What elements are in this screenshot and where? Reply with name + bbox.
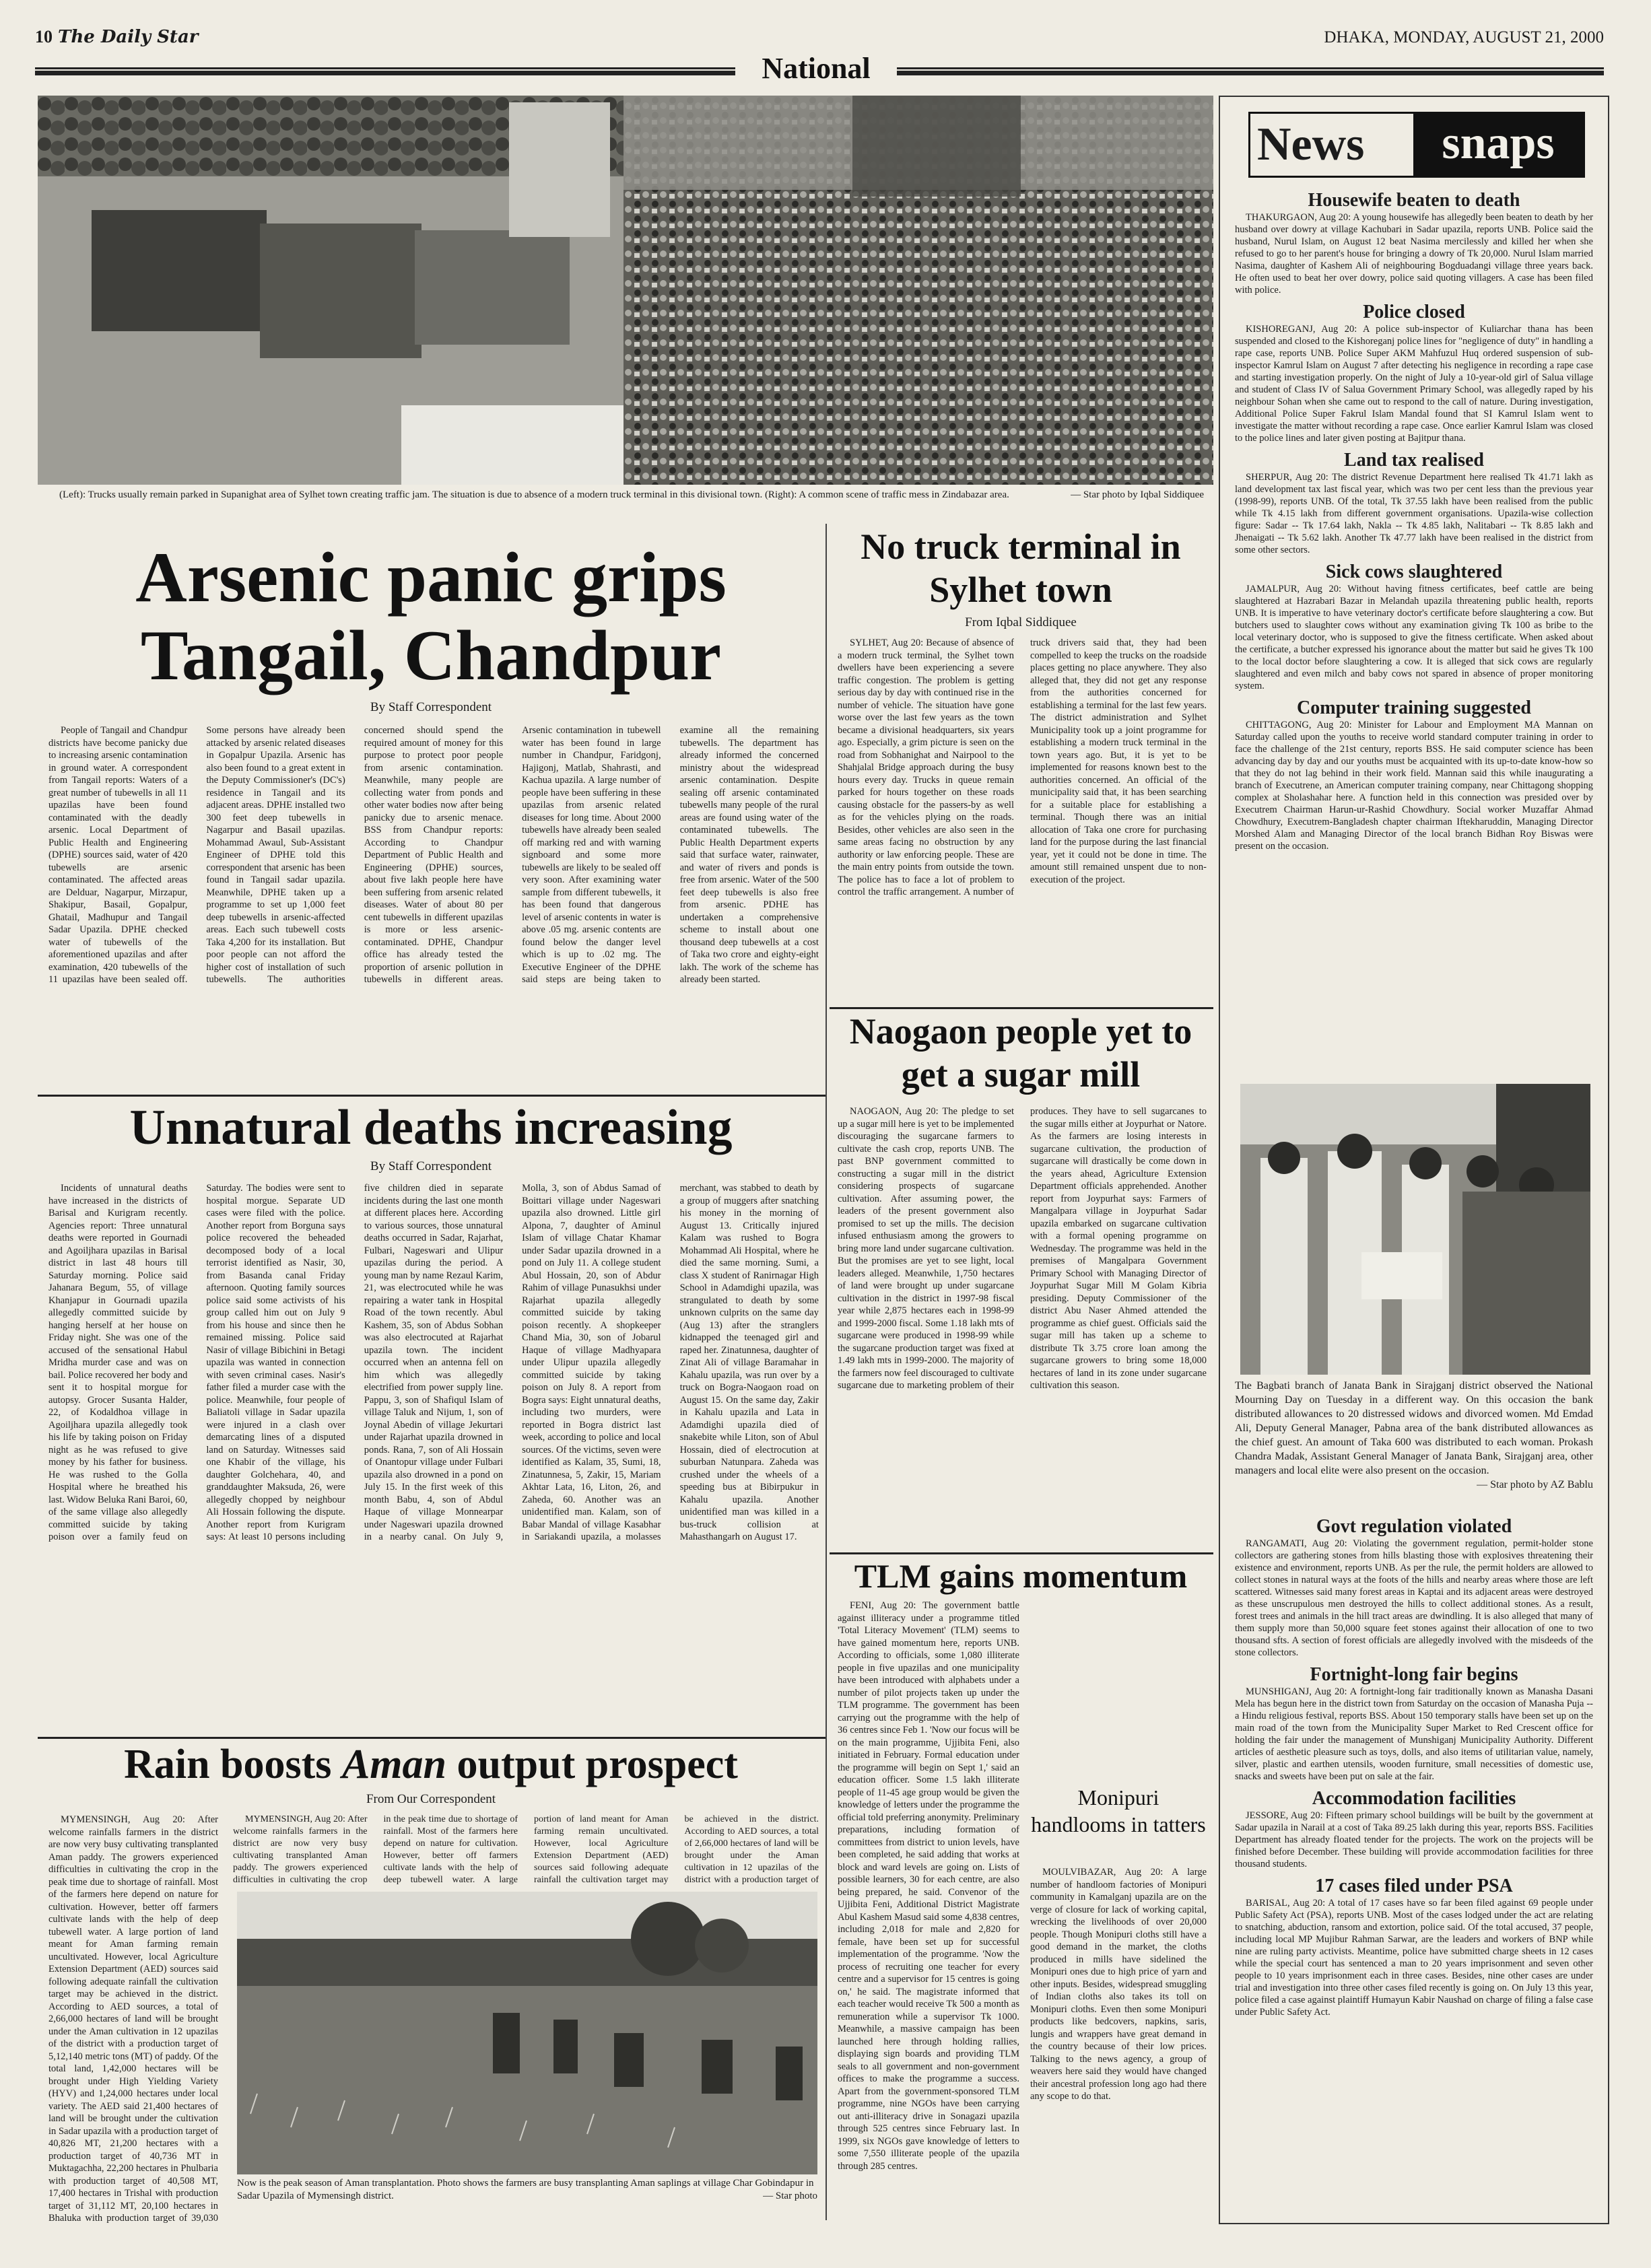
snap-body: RANGAMATI, Aug 20: Violating the government regulation, permit-holder stone collectors are gathering stones from hills blasting those with explosives threatening their existence and environment, reports UNB. As per the rule, the permit holders are allowed to collect stones in natural ways at the foots of the hills and nearby areas where those are left scattered. Witnesses said many forest areas in Kaptai and its adjacent areas were destroyed as these unscrupulous men destroyed the hills to collect additional stones. As a result, forest trees and animals in the hill tract areas are dwindling. It is also alleged that many of them supply more than 50,000 square feet stones against their allocation of one to two thousand sfts. A section of forest officials are allegedly involved with the misdeeds of the stone collectors. [1235, 1538, 1593, 1658]
aman-body-text: MYMENSINGH, Aug 20: After welcome rainfalls farmers in the district are now very busy cultivating transplanted Aman paddy. The growers experienced difficulties in cultivating the crop in the peak time due to shortage of rainfall. Most of the farmers here depend on nature for cultivation. However, better off farmers cultivate lands with the help of deep tubewell water. A large portion of land meant for Aman farming remain uncultivated. However, local Agriculture Extension Department (AED) sources said following adequate rainfall the cultivation target may be achieved in the district. According to AED sources, a total of 2,66,000 hectares of land will be brought under the Aman cultivation in 12 upazilas of the district with a production target of 5,12,140 metric tons (MT) of paddy. Of the total land, 1,42,000 hectares will be brought under High Yielding Variety (HYV) and 1,24,000 hectares under local variety. The AED said 21,400 hectares of land will be brought under the cultivation in Sadar upazila with a production target of 40,826 MT, 21,200 hectares with a production target of 40,736 MT in Muktagachha, 22,200 hectares in Phulbaria with production target of 40,508 MT, 17,400 hectares in Trishal with production target of 31,112 MT, 20,100 hectares in Bhaluka with production target of 39,030 [48, 1814, 218, 2223]
snap-item [1235, 190, 1593, 296]
aman-headline-em: Aman [341, 1742, 446, 1787]
paddy-field-image [237, 1892, 817, 2174]
monipuri-body-text: MOULVIBAZAR, Aug 20: A large number of handloom factories of Monipuri community in Kamalganj upazila are on the verge of closure for lack of working capital, wrecking the livelihoods of over 20,000 people. Though Monipuri cloths still have a good demand in the market, the cloths produced in mills have sidelined the Monipuri ones due to high price of yarn and other inputs. Besides, widespread smuggling of Indian cloths also takes its toll on Monipuri cloths. Even then some Monipuri products like bedcovers, napkins, saris, lungis and wrappers have great demand in the country because of their low prices. Talking to the news agency, a group of weavers here said they would have changed their ancestral profession long ago had there any scope to do that. [1030, 1867, 1207, 2102]
snap-item [1235, 450, 1593, 556]
monipuri-body [1030, 1866, 1207, 2220]
dateline: DHAKA, MONDAY, AUGUST 21, 2000 [1324, 28, 1604, 46]
snap-body: THAKURGAON, Aug 20: A young housewife has allegedly been beaten to death by her husband over dowry at village Kachubari in Sadar upazila, reports UNB. Police said the husband, Nurul Islam, on August 12 beat Nasima mercilessly and killed her when she refused to go to her parent's house for bringing a dowry of Tk 20,000. Nurul Islam married Nasima, daughter of Kashem Ali of neighbouring Bogduadangi village three years back. He often used to beat her over dowry, police said quoting villagers. A case has been filed with police. [1235, 212, 1593, 296]
snap-body: SHERPUR, Aug 20: The district Revenue Department here realised Tk 41.71 lakh as land development tax last fiscal year, which was two per cent less than the previous year (1998-99), reports UNB. Of the total, Tk 37.55 lakh have been realised from the public while Tk 4.15 lakh from different government organisations. Upazila-wise collection figure: Sadar -- Tk 17.64 lakh, Nakla -- Tk 4.85 lakh, Nalitabari -- Tk 8.85 lakh and Jhenaigati -- Tk 5.62 lakh. Another Tk 47.77 lakh have been realised in the district from some other sectors. [1235, 472, 1593, 555]
naogaon-rule [830, 1552, 1213, 1554]
traffic-photo-image [38, 96, 1213, 485]
bank-photo [1240, 1084, 1590, 1375]
aman-body-top-text: MYMENSINGH, Aug 20: After welcome rainfalls farmers in the district are now very busy cultivating transplanted Aman paddy. The growers experienced difficulties in cultivating the crop in the peak time due to shortage of rainfall. Most of the farmers here depend on nature for cultivation. However, better off farmers cultivate lands with the help of deep tubewell water. A large portion of land meant for Aman farming remain uncultivated. However, local Agriculture Extension Department (AED) sources said following adequate rainfall the cultivation target may be achieved in the district. According to AED sources, a total of 2,66,000 hectares of land will be brought under the Aman cultivation in 12 upazilas of the district with a production target of [233, 1814, 819, 1885]
top-photo [38, 96, 1213, 485]
snap-title: 17 cases filed under PSA [1315, 1876, 1513, 1896]
tlm-body-text: FENI, Aug 20: The government battle against illiteracy under a programme titled 'Total Literacy Movement' (TLM) seems to have gained momentum here, reports UNB. According to officials, some 1,080 illiterate people in five upazilas and one municipality have been introduced with alphabets under a number of pilot projects taken up under the TLM programme. The government has been carrying out the programme with the help of 36 centres since Feb 1. 'Now our focus will be on the main programme, Ujjibita Feni, also initiated in February. Formal education under the programme will begin on Sept 1,' said an education officer. Some 1.5 lakh illiterate people of 11-45 age group would be given the knowledge of letters under the programme the official told preferring anonymity. Preliminary preparations, including formation of committees from district to union levels, have been completed, he said adding that works at block and ward levels are going on. Lists of possible learners, 30 for each centre, are also being prepared, he said. Convenor of the Ujjibita Feni, Additional District Magistrate Abul Kashem Masud said some 4,838 centres, including 2,018 for male and 2,820 for female, have been set up for successful implementation of the programme. 'Now the process of recruiting one teacher for every centre and a supervisor for 15 centres is going on,' he said. The magistrate informed that each teacher would receive Tk 500 a month as remuneration while a supervisor Tk 1000. Meanwhile, a massive campaign has been launched here through holding rallies, displaying sign boards and providing TLM seals to all government and non-government offices to make the programme a success. Apart from the government-sponsored TLM programme, nine NGOs have been carrying out anti-illiteracy drive in Sonagazi upazila through 525 centres since February last. In 1999, six NGOs gave knowledge of letters to some 7,550 illiterate people of the upazila through 285 centres. [838, 1600, 1019, 2172]
snap-title: Police closed [1363, 302, 1465, 322]
snap-item [1235, 302, 1593, 444]
snap-body: JAMALPUR, Aug 20: Without having fitness certificates, beef cattle are being slaughtered at Hazrabari Bazar in Melandah upazila threatening public health, reports UNB. It is imperative to have veterinary doctor's certificate before slaughtering a cow. But butchers used to slaughter cows without any examination giving Tk 100 as bribe to the local veterinary doctor, who is supposed to give the fitness certificate. When asked about the certificate, a butcher expressed his ignorance about the matter but said he gives Tk 100 to the local doctor before slaughtering a cow. It is alleged that sick cows are regularly slaughtered and even milch and baby cows not spared in absence of proper monitoring system. [1235, 584, 1593, 691]
tlm-headline: TLM gains momentum [854, 1557, 1188, 1595]
top-photo-caption-text: (Left): Trucks usually remain parked in Supanighat area of Sylhet town creating traffic jam. The situation is due to absence of a modern truck terminal in this divisional town. (Right): A common scene of traffic mess in Zindabazar area. [59, 489, 1009, 500]
snap-item [1235, 1516, 1593, 1659]
aman-headline-post: output prospect [446, 1742, 738, 1787]
snap-body: MUNSHIGANJ, Aug 20: A fortnight-long fair traditionally known as Manasha Dasani Mela has begun here in the district town from Saturday on the occasion of Manasha Puja -- a Hindu religious festival, reports BSS. About 150 temporary stalls have been set up on the main road of the town from the Municipality Super Market to Red Crescent office for holding the fair under the management of Munshiganj Municipality Authority. Different articles of aesthetic pleasure such as toys, dolls, and also items of utilitarian value, namely, silver, plastic and earthen utensils, wooden furniture, small necessities of domestic use, snacks and sweets have been put on sale at the fair. [1235, 1686, 1593, 1782]
snap-body: CHITTAGONG, Aug 20: Minister for Labour and Employment MA Mannan on Saturday called upon the youths to receive world standard computer training in order to face the challenge of the 21st century, reports BSS. He said computer science has been advancing day by day and our youths must be acquainted with its up-to-date know-how so that they do not lag behind in their work field. Mannan said this while inaugurating a branch of Executrene, an American computer training company, near Chittagong shopping complex at Sholashahar here. A function held in this connection was presided over by Executrem Chairman Harun-ur-Rashid Chowdhury. Social worker Muzaffar Ahmad Chowdhury, Executrem-Bangladesh chapter chairman Iftekharuddin, Managing Director Morshed Alam and Managing Director of the local branch Bidhan Roy Biswas were present on the occasion. [1235, 720, 1593, 852]
snap-item [1235, 1788, 1593, 1870]
snap-title: Land tax realised [1344, 450, 1484, 471]
unnatural-body-text: Incidents of unnatural deaths have increased in the districts of Barisal and Kurigram recently. Agencies report: Three unnatural deaths were reported in Gournadi and Agoiljhara upazilas in Barisal district in last 48 hours till Saturday morning. Police said Jahanara Begum, 55, of village Khanjapur in Gournadi upazila allegedly committed suicide by hanging herself at her house on Friday night. She was one of the accused of the sensational Habul Mridha murder case and was on bail. Police recovered her body and sent it to hospital morgue for autopsy. Grocer Susanta Halder, 22, of Kodaldhoa village in Agoiljhara upazila allegedly took his life by taking poison on Friday night as he was refused to give money by his father for business. He was rushed to the Golla Hospital where he breathed his last. Widow Beluka Rani Baroi, 60, of the same village also allegedly committed suicide by taking poison over a family feud on Saturday. The bodies were sent to hospital morgue. Separate UD cases were filed with the police. Another report from Borguna says police recovered the beheaded decomposed body of a local terrorist identified as Nasir, 30, from Basanda canal Friday afternoon. Quoting family sources police said some activists of his group called him out on July 9 from his house and since then he remained missing. Police said Nasir of village Bibichini in Betagi upazila was wanted in connection with seven criminal cases. Nasir's father filed a murder case with the police. Meanwhile, four people of Baliatoli village in Sadar upazila were injured in a clash over demarcating lines of a disputed land on Saturday. Witnesses said one Khabir of the village, his daughter Golchehara, 40, and granddaughter Maksuda, 26, were allegedly chopped by neighbour Ali Hossain following the dispute. Another report from Kurigram says: At least 10 persons including five children died in separate incidents during the last one month at different places here. According to various sources, those unnatural deaths occurred in Sadar, Rajarhat, Fulbari, Nageswari and Ulipur upazilas during the period. A young man by name Rezaul Karim, 21, was electrocuted while he was repairing a water tank in Hospital Road of the town recently. Abul Kashem, 35, son of Abdus Sobhan was also electrocuted at Rajarhat upazila town. The incident occurred when an antenna fell on him which was allegedly electrified from power supply line. Pappu, 3, son of Shafiqul Islam of village Taluk and Nijum, 1, son of Joynal Abedin of village Jekurtari under Rajarhat upazila drowned in ponds. Rana, 7, son of Ali Hossain of Onantopur village under Fulbari upazila also drowned in a pond on July 15. In the first week of this month Babu, 4, son of Abdul Haque of village Monnearpar under Nageswari upazila drowned in a nearby canal. On July 9, Molla, 3, son of Abdus Samad of Boittari village under Nageswari upazila also drowned. Little girl Alpona, 7, daughter of Aminul Islam of village Chatar Khamar under Sadar upazila drowned in a pond on July 11. A college student Abul Hossain, 20, son of Abdur Rahim of village Punasukhsi under Rajarhat upazila allegedly committed suicide by taking poison recently. A shopkeeper Chand Mia, 30, son of Jobarul Haque of village Madhyapara under Ulipur upazila allegedly committed suicide by taking poison on July 8. A report from Bogra says: Eight unnatural deaths, including two murders, were reported in Bogra district last week, according to police and local sources. Of the victims, seven were identified as Kalam, 35, Sumi, 18, Zinatunnesa, 5, Zakir, 15, Mariam Akhtar Lata, 16, Liton, 26, and Zaheda, 60. Another was an unidentified man. Kalam, son of Babar Mandal of village Kasabhar in Sariakandi upazila, a molasses merchant, was stabbed to death by a group of muggers after snatching his money in the morning of August 13. Critically injured Kalam was rushed to Bogra Mohammad Ali Hospital, where he died the same morning. Sumi, a class X student of Ranirnagar High School in Adamdighi upazila, was strangulated to death by some unknown culprits on the same day (Aug 13) after the stranglers kidnapped the teenaged girl and raped her. Zinatunnesa, daughter of Zinat Ali of village Baramahar in Kahalu upazila, was run over by a truck on Bogra-Naogaon road on August 15. On the same day, Zakir in Kahalu upazila and Lata in Adamdighi upazila died of snakebite while Liton, son of Abul Hossain, died of electrocution at suburban Natunpara. Zaheda was crushed under the wheels of a speeding bus at Bibirpukur in Kahalu upazila. Another unidentified man was killed in a bus-truck collision at Mahasthangarh on August 17. [48, 1183, 819, 1542]
snap-item [1235, 1664, 1593, 1783]
arsenic-rule [38, 1095, 826, 1097]
page-header [35, 26, 1604, 53]
aman-photo [237, 1892, 817, 2174]
arsenic-body [48, 724, 819, 1088]
aman-body-left [48, 1814, 218, 2223]
snap-body: KISHOREGANJ, Aug 20: A police sub-inspector of Kuliarchar thana has been suspended and closed to the Kishoreganj police lines for "negligence of duty" in handling a rape case, reports UNB. Police Super AKM Mahfuzul Huq ordered suspension of sub-inspector Kamrul Islam on August 7 after detecting his negligence in recording a rape case and starting investigation properly. On the night of July a 10-year-old girl of Salua village and student of Class IV of Salua Government Primary School, was allegedly raped by his neighbour Sohan when she came out to respond to the call of nature. During investigation, Additional Police Super Fakrul Islam Mandal found that SI Kamrul Islam went to investigate the matter without recording a rape case. Once earlier Kamrul Islam was closed to the police lines and later given posting at Bajitpur thana. [1235, 324, 1593, 444]
aman-photo-caption [237, 2177, 817, 2203]
arsenic-byline: By Staff Correspondent [370, 700, 492, 714]
aman-byline: From Our Correspondent [366, 1792, 496, 1806]
unnatural-rule [38, 1737, 826, 1739]
snap-item [1235, 697, 1593, 852]
section-rule-left [35, 67, 735, 75]
snap-item [1235, 561, 1593, 692]
news-snaps-title-a: News [1257, 118, 1365, 170]
page-number: 10 [35, 27, 53, 46]
snap-title: Computer training suggested [1297, 697, 1531, 718]
snap-body: JESSORE, Aug 20: Fifteen primary school buildings will be built by the government at Sadar upazila in Narail at a cost of Taka 89.25 lakh during this year, reports BSS. Facilities Department has already floated tender for the projects. The work on the projects will be finished before December. These building will provide accommodation facilities for three thousand students. [1235, 1810, 1593, 1869]
aman-headline [40, 1740, 821, 1789]
naogaon-headline: Naogaon people yet to get a sugar mill [849, 1011, 1192, 1095]
sylhet-rule [830, 1007, 1213, 1009]
aman-caption-credit: — Star photo [763, 2191, 817, 2201]
tlm-body [838, 1600, 1019, 2220]
sylhet-headline: No truck terminal in Sylhet town [861, 526, 1181, 610]
vertical-rule-center [826, 524, 827, 2220]
sylhet-body-text: SYLHET, Aug 20: Because of absence of a modern truck terminal, the Sylhet town dwellers have been experiencing a severe traffic congestion. The problem is getting serious day by day with continued rise in the number of vehicle. The situation have gone worse over the last few years as the town became a divisional headquarters, six years ago. Especially, a grim picture is seen on the road from Sobhanighat and Nairpool to the Shahjalal Bridge approach during the busy hours every day. Trucks in queue remain parked for hours together on these roads causing obstacle for the passers-by as well as for the vehicles plying on the roads. Besides, other vehicles are also seen in the same areas facing no obstruction by any authority or law enforcing people. These are the main entry points from outside the town. The police has to face a lot of problem to control the traffic arrangement. A number of truck drivers said that, they had been compelled to keep the trucks on the roadside places getting no place anywhere. They also alleged that, they did not get any response from the authorities concerned for establishing a terminal for the last few years. The district administration and Sylhet Municipality took up a joint programme for establishing a modern truck terminal in the town years ago. But, it is yet to be implemented for reasons known best to the authorities concerned. An official of the municipality said that, it has been searching for a suitable place for establishing a terminal. Though there was an initial allocation of Taka one crore for purchasing land for the purpose during the last financial year, yet it could not be done in time. The amount still remained unspent due to non-execution of the project. [838, 638, 1207, 897]
aman-body-top [233, 1814, 819, 1888]
unnatural-byline: By Staff Correspondent [370, 1159, 492, 1173]
snap-title: Housewife beaten to death [1308, 190, 1520, 211]
bank-photo-caption [1235, 1379, 1593, 1492]
news-snaps-panel [1219, 96, 1609, 2224]
top-photo-caption [59, 489, 1204, 502]
snap-title: Govt regulation violated [1316, 1516, 1512, 1537]
naogaon-body-text: NAOGAON, Aug 20: The pledge to set up a sugar mill here is yet to be implemented discouraging the sugarcane farmers to cultivate the cash crop, reports UNB. The past BNP government committed to constructing a sugar mill in the district considering prospects of sugarcane cultivation. After assuming power, the leaders of the present government also promised to set up the mills. The decision infused enthusiasm among the growers to bring more land under sugarcane cultivation. But the promises are yet to see light, local leaders alleged. Meanwhile, 1,750 hectares of land were brought up under sugarcane cultivation in the district in 1997-98 fiscal year while 2,875 hectares each in 1998-99 and 1999-2000 fiscal. Some 1.18 lakh mts of sugarcane were produced in 1998-99 while the sugarcane production target was fixed at 1.49 lakh mts in 1999-2000. The majority of the farmers now feel discouraged to cultivate sugarcane due to marketing problem of their produces. They have to sell sugarcanes to the sugar mills either at Joypurhat or Natore. As the farmers are losing interests in sugarcane cultivation, the production of sugarcane will drastically be come down in the years ahead, Agriculture Extension Department officials apprehended. Another report from Joypurhat says: Farmers of Mangalpara village in Joypurhat Sadar upazila embarked on sugarcane cultivation with a formal opening programme on Wednesday. The programme was held in the premises of Mangalpara Government Primary School with Managing Director of Joypurhat Sugar Mill M Golam Kibria presiding. Deputy Commissioner of the district Abu Naser Ahmed attended the programme as chief guest. Officials said the sugar mill has taken up a scheme to distribute Tk 3.75 crore loan among the sugarcane growers to bring some 18,000 hectares of land in its zone under sugarcane cultivation this season. [838, 1106, 1207, 1391]
news-snaps-title-b: snaps [1413, 114, 1583, 176]
snap-title: Accommodation facilities [1312, 1788, 1516, 1809]
news-snaps-lower [1235, 1511, 1593, 2215]
arsenic-headline: Arsenic panic grips Tangail, Chandpur [135, 538, 727, 695]
arsenic-body-text: People of Tangail and Chandpur districts have become panicky due to increasing arsenic contamination in ground water. A correspondent from Tangail reports: Waters of a great number of tubewells in all 11 upazilas have been found contaminated with the deadly arsenic. Local Department of Public Health and Engineering (DPHE) sources said, water of 420 tubewells are arsenic contaminated. The affected areas are Delduar, Nagarpur, Mirzapur, Shakipur, Basail, Gopalpur, Ghatail, Madhupur and Tangail Sadar Upazila. DPHE checked water of tubewells of the aforementioned upazilas and after examination, 420 tubewells of the 11 upazilas have been sealed off. Some persons have already been attacked by arsenic related diseases in Gopalpur Upazila. Arsenic has also been found to a great extent in the Deputy Commissioner's (DC's) residence in Tangail and its adjacent areas. DPHE installed two 300 feet deep tubewells in Nagarpur and Basail upazilas. Mohammad Awaul, Sub-Assistant Engineer of DPHE told this correspondent that arsenic has been found in Tangail sadar upazila. Meanwhile, DPHE taken up a programme to set up 1,000 feet deep tubewells in arsenic-affected areas. Each such tubewell costs Taka 4,200 for its installation. But poor people can not afford the higher cost of installation of such tubewells. The authorities concerned should spend the required amount of money for this purpose to protect poor people from arsenic contamination. Meanwhile, many people are collecting water from ponds and other water bodies now after being panicky due to arsenic menace. BSS from Chandpur reports: According to Chandpur Department of Public Health and Engineering (DPHE) sources, about five lakh people here have been suffering from arsenic related diseases. Water of about 80 per cent tubewells in different upazilas is more or less arsenic-contaminated. DPHE, Chandpur office has already tested the proportion of arsenic pollution in tubewells in different areas. Arsenic contamination in tubewell water has been found in large number in Chandpur, Faridgonj, Hajigonj, Matlab, Shahrasti, and Kachua upazila. A large number of people have been suffering in these upazilas from arsenic related diseases for long time. About 2000 tubewells have already been sealed off marking red and with warning signboard and some more tubewells are likely to be sealed off very soon. After examining water sample from different tubewells, it has been found that dangerous level of arsenic contents in water is above .05 mg. arsenic contents are found below the danger level which is up to .02 mg. The Executive Engineer of the DPHE said steps are being taken to examine all the remaining tubewells. The department has already informed the concerned ministry about the widespread arsenic contamination. Despite sealing off arsenic contaminated tubewells many people of the rural areas are found using water of the contaminated tubewells. The Public Health Department experts said that surface water, rainwater, and water of rivers and ponds is free from arsenic. Water of the 500 feet deep tubewells is also free from arsenic. PDHE has undertaken a comprehensive scheme to install about one thousand deep tubewells at a cost of Taka two crore and eighty-eight lakh. The work of the scheme has already been started. [48, 725, 819, 985]
snap-title: Sick cows slaughtered [1325, 561, 1503, 582]
top-photo-credit: — Star photo by Iqbal Siddiquee [1071, 489, 1204, 500]
sylhet-byline: From Iqbal Siddiquee [965, 615, 1077, 629]
section-rule-right [897, 67, 1604, 75]
section-label: National [762, 52, 871, 85]
bank-caption-credit: — Star photo by AZ Bablu [1477, 1479, 1593, 1490]
monipuri-headline: Monipuri handlooms in tatters [1031, 1785, 1206, 1836]
aman-headline-pre: Rain boosts [124, 1742, 342, 1787]
snap-title: Fortnight-long fair begins [1310, 1664, 1518, 1685]
news-snaps-banner [1248, 112, 1585, 178]
snap-item [1235, 1876, 1593, 2018]
unnatural-headline: Unnatural deaths increasing [129, 1100, 733, 1155]
aman-caption-text: Now is the peak season of Aman transplantation. Photo shows the farmers are busy transplanting Aman saplings at village Char Gobindapur in Sadar Upazila of Mymensingh district. [237, 2178, 814, 2201]
unnatural-body [48, 1182, 819, 1730]
bank-ceremony-image [1240, 1084, 1590, 1375]
bank-caption-text: The Bagbati branch of Janata Bank in Sirajganj district observed the National Mourning Day on Tuesday in a different way. On this occasion the bank distributed allowances to 20 distressed widows and divorced women. Md Emdad Ali, Deputy General Manager, Pabna area of the bank distributed allowances as the chief guest. An amount of Taka 600 was distributed to each woman. Prokash Chandra Madak, Assistant General Manager of Janata Bank, Sirajganj area, other managers and local elite were also present on the occasion. [1235, 1380, 1593, 1476]
sylhet-body [838, 637, 1207, 1002]
news-snaps-upper [1235, 184, 1593, 1167]
snap-body: BARISAL, Aug 20: A total of 17 cases have so far been filed against 69 people under Public Safety Act (PSA), reports UNB. Most of the cases lodged under the act are relating to snatching, abduction, ransom and extortion, police said. Of the total accused, 37 people, including local MP Mujibur Rahman Sarwar, are the leaders and workers of BNP while nine are ruling party activists. Meantime, police have submitted charge sheets in 12 cases while the special court has sentenced a man to 20 years imprisonment and seven other people to 10 years imprisonment each in three cases. Besides, nine other cases are under trial and investigation into three other cases filed recently is going on. On July 13 this year, police filed a case against plaintiff Humayun Kabir Naushad on charge of filing a false case under Public Safety Act. [1235, 1898, 1593, 2018]
paper-name: The Daily Star [58, 27, 199, 47]
